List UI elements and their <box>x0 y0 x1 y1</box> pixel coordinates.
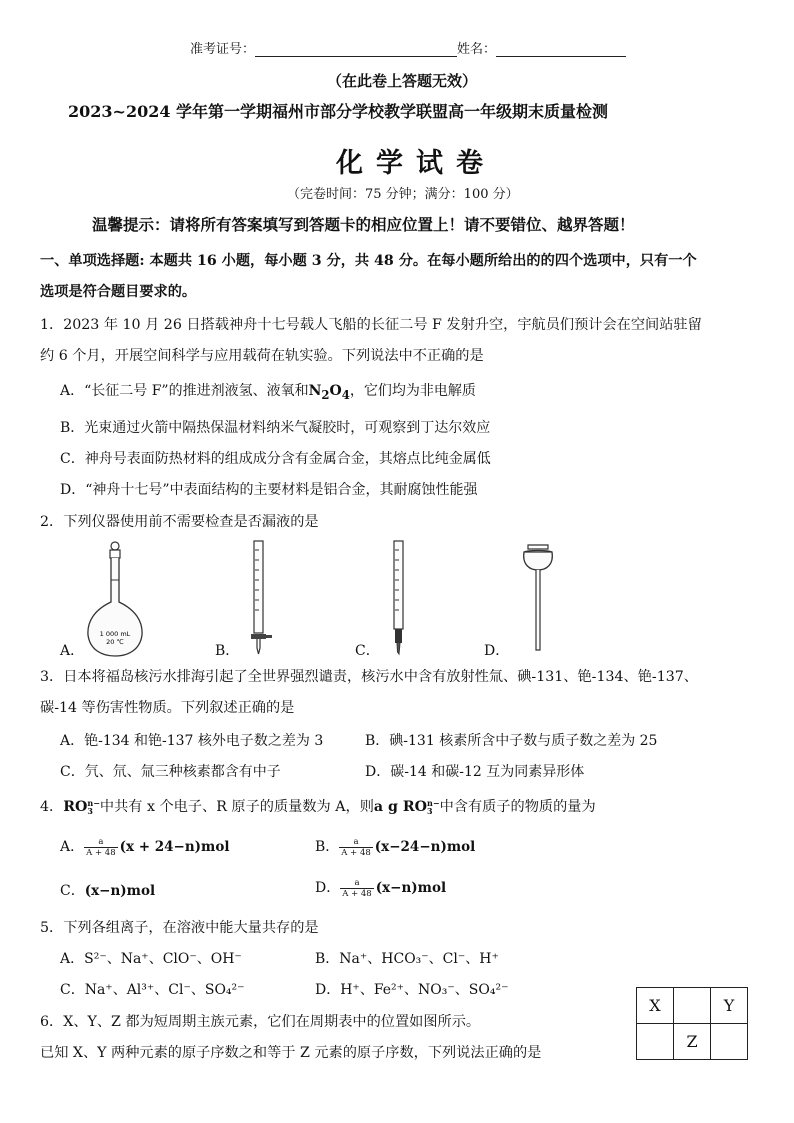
q4-stem-mid: 中共有 x 个电子、R 原子的质量数为 A，则 <box>99 799 374 815</box>
q4-option-a-fraction <box>84 837 117 858</box>
grid-cell-empty <box>637 1024 674 1060</box>
q1-formula-n: N <box>308 383 322 399</box>
q5-option-c: C．Na⁺、Al³⁺、Cl⁻、SO₄²⁻ <box>60 982 245 998</box>
grid-cell-z: Z <box>674 1024 711 1060</box>
q4-mass-ion-charge: n− <box>427 798 440 808</box>
q4-option-d <box>315 877 446 899</box>
grid-cell-empty <box>674 988 711 1024</box>
q4-number: 4． <box>40 799 64 815</box>
exam-time-info: （完卷时间：75 分钟；满分：100 分） <box>287 187 519 202</box>
student-name-label: 姓名： <box>457 42 497 57</box>
q1-option-a-tail: ，它们均为非电解质 <box>349 383 476 399</box>
q1-option-c: C．神舟号表面防热材料的组成成分含有金属合金，其熔点比纯金属低 <box>60 451 491 467</box>
q1-option-b: B．光束通过火箭中隔热保温材料纳米气凝胶时，可观察到丁达尔效应 <box>60 420 491 436</box>
q5-stem: 5．下列各组离子，在溶液中能大量共存的是 <box>40 920 319 936</box>
exam-ticket-blank <box>255 42 457 57</box>
q1-formula-o: O <box>329 383 342 399</box>
q3-stem-line1: 3．日本将福岛核污水排海引起了全世界强烈谴责，核污水中含有放射性氚、碘-131、铯-134、铯-137、 <box>40 669 698 685</box>
q5-option-d: D．H⁺、Fe²⁺、NO₃⁻、SO₄²⁻ <box>315 982 509 998</box>
q4-option-d-fraction <box>340 878 373 899</box>
exam-title: 2023~2024 学年第一学期福州市部分学校教学联盟高一年级期末质量检测 <box>68 102 609 121</box>
flask-volume-label: 1 000 mL <box>99 630 131 638</box>
q4-ion: RO <box>63 799 88 815</box>
q2-option-c: C． <box>355 643 380 659</box>
q4-mass-ion-subscript: 3 <box>427 806 433 816</box>
q4-mass-expr: a g RO <box>373 799 428 815</box>
q4-option-a-label: A． <box>60 839 85 855</box>
notice-text: （在此卷上答题无效） <box>327 72 478 90</box>
section-heading-line1: 一、单项选择题: 本题共 16 小题，每小题 3 分，共 48 分。在每小题所给出的的四个选项中，只有一个 <box>40 253 697 269</box>
exam-ticket-label: 准考证号： <box>190 42 256 57</box>
q2-option-a: A． <box>60 643 85 659</box>
exam-ticket-field <box>190 38 626 57</box>
q1-option-a <box>60 380 476 402</box>
q4-option-b-label: B． <box>315 839 340 855</box>
q5-option-a: A．S²⁻、Na⁺、ClO⁻、OH⁻ <box>60 951 242 967</box>
frac-denominator: A + 48 <box>86 847 116 858</box>
q4-ion-charge: n− <box>87 798 100 808</box>
student-name-blank <box>496 42 626 57</box>
q4-option-d-expr: (x−n)mol <box>375 880 447 896</box>
q4-stem-end: 中含有质子的物质的量为 <box>439 799 596 815</box>
q4-ion-subscript: 3 <box>87 806 93 816</box>
q2-option-d: D． <box>484 643 510 659</box>
q4-option-b-expr: (x−24−n)mol <box>374 839 476 855</box>
q3-option-c: C．氕、氘、氚三种核素都含有中子 <box>60 764 281 780</box>
q4-option-c <box>60 880 155 900</box>
q4-option-c-expr: (x−n)mol <box>84 883 156 899</box>
separatory-funnel-icon <box>518 540 558 652</box>
q4-option-a <box>60 836 229 858</box>
grid-cell-x: X <box>637 988 674 1024</box>
grid-cell-y: Y <box>711 988 748 1024</box>
q3-option-d: D．碳-14 和碳-12 互为同素异形体 <box>365 764 585 780</box>
subject-title: 化学试卷 <box>336 148 496 179</box>
q5-option-b: B．Na⁺、HCO₃⁻、Cl⁻、H⁺ <box>315 951 499 967</box>
periodic-position-grid <box>636 987 748 1060</box>
q1-stem-line1: 1．2023 年 10 月 26 日搭载神舟十七号载人飞船的长征二号 F 发射升空，宇航员们预计会在空间站驻留 <box>40 317 702 333</box>
frac-numerator: a <box>339 837 372 848</box>
q4-option-b <box>315 836 475 858</box>
q4-option-b-fraction <box>339 837 372 858</box>
warm-tip: 温馨提示：请将所有答案填写到答题卡的相应位置上！请不要错位、越界答题！ <box>92 216 635 234</box>
acid-burette-icon <box>245 538 275 656</box>
q1-stem-line2: 约 6 个月，开展空间科学与应用载荷在轨实验。下列说法中不正确的是 <box>40 348 484 364</box>
q4-stem <box>40 796 596 816</box>
section-heading-line2: 选项是符合题目要求的。 <box>40 284 197 300</box>
q6-stem-line2: 已知 X、Y 两种元素的原子序数之和等于 Z 元素的原子序数，下列说法正确的是 <box>40 1045 542 1061</box>
q4-option-a-expr: (x + 24−n)mol <box>119 839 230 855</box>
flask-temp-label: 20 ℃ <box>106 638 124 646</box>
q3-stem-line2: 碳-14 等伤害性物质。下列叙述正确的是 <box>40 700 295 716</box>
frac-numerator: a <box>340 878 373 889</box>
q4-option-d-label: D． <box>315 880 341 896</box>
grid-cell-empty <box>711 1024 748 1060</box>
frac-denominator: A + 48 <box>341 847 371 858</box>
q1-option-a-text: A．“长征二号 F”的推进剂液氢、液氧和 <box>60 383 309 399</box>
q6-stem-line1: 6．X、Y、Z 都为短周期主族元素，它们在周期表中的位置如图所示。 <box>40 1014 481 1030</box>
frac-denominator: A + 48 <box>342 888 372 899</box>
q3-option-a: A．铯-134 和铯-137 核外电子数之差为 3 <box>60 733 324 749</box>
q1-option-d: D．“神舟十七号”中表面结构的主要材料是铝合金，其耐腐蚀性能强 <box>60 482 478 498</box>
q3-option-b: B．碘-131 核素所含中子数与质子数之差为 25 <box>365 733 658 749</box>
q2-stem: 2．下列仪器使用前不需要检查是否漏液的是 <box>40 514 319 530</box>
frac-numerator: a <box>84 837 117 848</box>
q2-option-b: B． <box>215 643 240 659</box>
q4-option-c-label: C． <box>60 883 85 899</box>
q1-formula-sub2: 4 <box>341 387 350 402</box>
base-burette-icon <box>385 538 415 656</box>
volumetric-flask-icon <box>82 540 152 658</box>
q1-formula-sub1: 2 <box>321 387 330 402</box>
